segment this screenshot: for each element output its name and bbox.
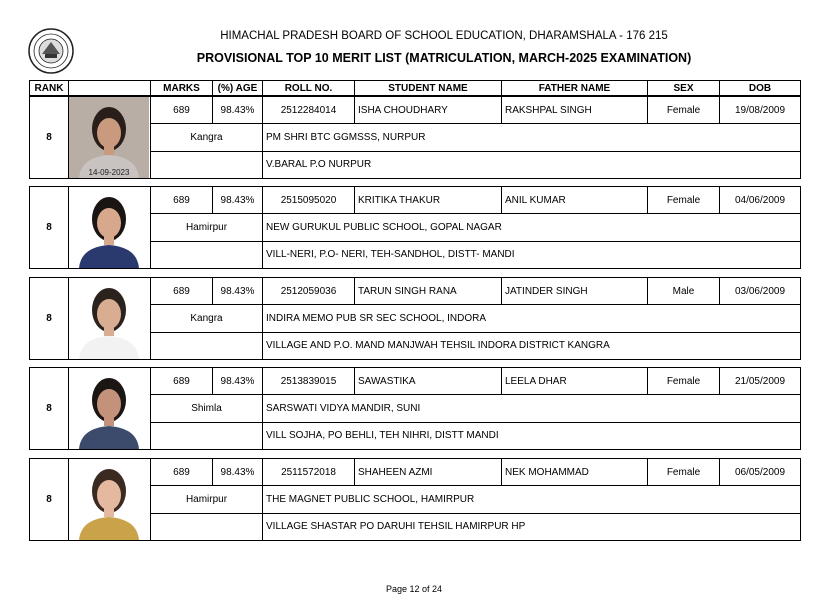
student-photo — [69, 459, 151, 541]
sex-cell: Male — [648, 278, 720, 305]
merit-record — [29, 186, 801, 269]
blank-cell — [151, 241, 263, 268]
district-cell: Kangra — [151, 305, 263, 332]
student-name-cell: SAWASTIKA — [355, 368, 502, 395]
district-cell: Shimla — [151, 395, 263, 422]
merit-list-header — [29, 80, 801, 96]
merit-record — [29, 96, 801, 179]
student-photo — [69, 187, 151, 269]
sex-cell: Female — [648, 187, 720, 214]
roll-no-cell: 2512284014 — [263, 97, 355, 124]
col-marks: MARKS — [151, 81, 213, 96]
student-photo — [69, 97, 151, 179]
father-name-cell: ANIL KUMAR — [502, 187, 648, 214]
dob-cell: 21/05/2009 — [720, 368, 801, 395]
school-cell: THE MAGNET PUBLIC SCHOOL, HAMIRPUR — [263, 486, 801, 513]
rank-cell: 8 — [30, 278, 69, 360]
dob-cell: 03/06/2009 — [720, 278, 801, 305]
col-percentage: (%) AGE — [213, 81, 263, 96]
dob-cell: 04/06/2009 — [720, 187, 801, 214]
sex-cell: Female — [648, 97, 720, 124]
col-rank: RANK — [30, 81, 69, 96]
roll-no-cell: 2513839015 — [263, 368, 355, 395]
student-name-cell: TARUN SINGH RANA — [355, 278, 502, 305]
school-cell: PM SHRI BTC GGMSSS, NURPUR — [263, 124, 801, 151]
percentage-cell: 98.43% — [213, 97, 263, 124]
rank-cell: 8 — [30, 459, 69, 541]
district-cell: Hamirpur — [151, 214, 263, 241]
sex-cell: Female — [648, 459, 720, 486]
school-cell: SARSWATI VIDYA MANDIR, SUNI — [263, 395, 801, 422]
student-photo — [69, 278, 151, 360]
address-cell: VILLAGE SHASTAR PO DARUHI TEHSIL HAMIRPUR HP — [263, 513, 801, 540]
merit-record — [29, 367, 801, 450]
roll-no-cell: 2511572018 — [263, 459, 355, 486]
blank-cell — [151, 422, 263, 449]
address-cell: VILL-NERI, P.O- NERI, TEH-SANDHOL, DISTT- MANDI — [263, 241, 801, 268]
sex-cell: Female — [648, 368, 720, 395]
father-name-cell: LEELA DHAR — [502, 368, 648, 395]
col-sex: SEX — [648, 81, 720, 96]
address-cell: V.BARAL P.O NURPUR — [263, 151, 801, 178]
blank-cell — [151, 151, 263, 178]
col-student-name: STUDENT NAME — [355, 81, 502, 96]
dob-cell: 19/08/2009 — [720, 97, 801, 124]
father-name-cell: NEK MOHAMMAD — [502, 459, 648, 486]
school-cell: INDIRA MEMO PUB SR SEC SCHOOL, INDORA — [263, 305, 801, 332]
address-cell: VILL SOJHA, PO BEHLI, TEH NIHRI, DISTT MANDI — [263, 422, 801, 449]
district-cell: Hamirpur — [151, 486, 263, 513]
marks-cell: 689 — [151, 278, 213, 305]
roll-no-cell: 2515095020 — [263, 187, 355, 214]
col-roll-no: ROLL NO. — [263, 81, 355, 96]
photo-caption: 14-09-2023 — [88, 168, 130, 177]
marks-cell: 689 — [151, 459, 213, 486]
page-number: Page 12 of 24 — [385, 584, 443, 594]
roll-no-cell: 2512059036 — [263, 278, 355, 305]
address-cell: VILLAGE AND P.O. MAND MANJWAH TEHSIL INDORA DISTRICT KANGRA — [263, 332, 801, 359]
school-cell: NEW GURUKUL PUBLIC SCHOOL, GOPAL NAGAR — [263, 214, 801, 241]
rank-cell: 8 — [30, 187, 69, 269]
marks-cell: 689 — [151, 97, 213, 124]
student-name-cell: SHAHEEN AZMI — [355, 459, 502, 486]
merit-record — [29, 458, 801, 541]
student-name-cell: KRITIKA THAKUR — [355, 187, 502, 214]
student-photo — [69, 368, 151, 450]
marks-cell: 689 — [151, 187, 213, 214]
percentage-cell: 98.43% — [213, 187, 263, 214]
marks-cell: 689 — [151, 368, 213, 395]
merit-record — [29, 277, 801, 360]
col-dob: DOB — [720, 81, 801, 96]
percentage-cell: 98.43% — [213, 459, 263, 486]
board-name: HIMACHAL PRADESH BOARD OF SCHOOL EDUCATION, DHARAMSHALA - 176 215 — [220, 30, 668, 42]
father-name-cell: RAKSHPAL SINGH — [502, 97, 648, 124]
student-name-cell: ISHA CHOUDHARY — [355, 97, 502, 124]
percentage-cell: 98.43% — [213, 368, 263, 395]
percentage-cell: 98.43% — [213, 278, 263, 305]
rank-cell: 8 — [30, 368, 69, 450]
page-title: PROVISIONAL TOP 10 MERIT LIST (MATRICULATION, MARCH-2025 EXAMINATION) — [196, 51, 692, 65]
father-name-cell: JATINDER SINGH — [502, 278, 648, 305]
blank-cell — [151, 513, 263, 540]
col-father-name: FATHER NAME — [502, 81, 648, 96]
blank-cell — [151, 332, 263, 359]
col-photo — [69, 81, 151, 96]
dob-cell: 06/05/2009 — [720, 459, 801, 486]
rank-cell: 8 — [30, 97, 69, 179]
district-cell: Kangra — [151, 124, 263, 151]
